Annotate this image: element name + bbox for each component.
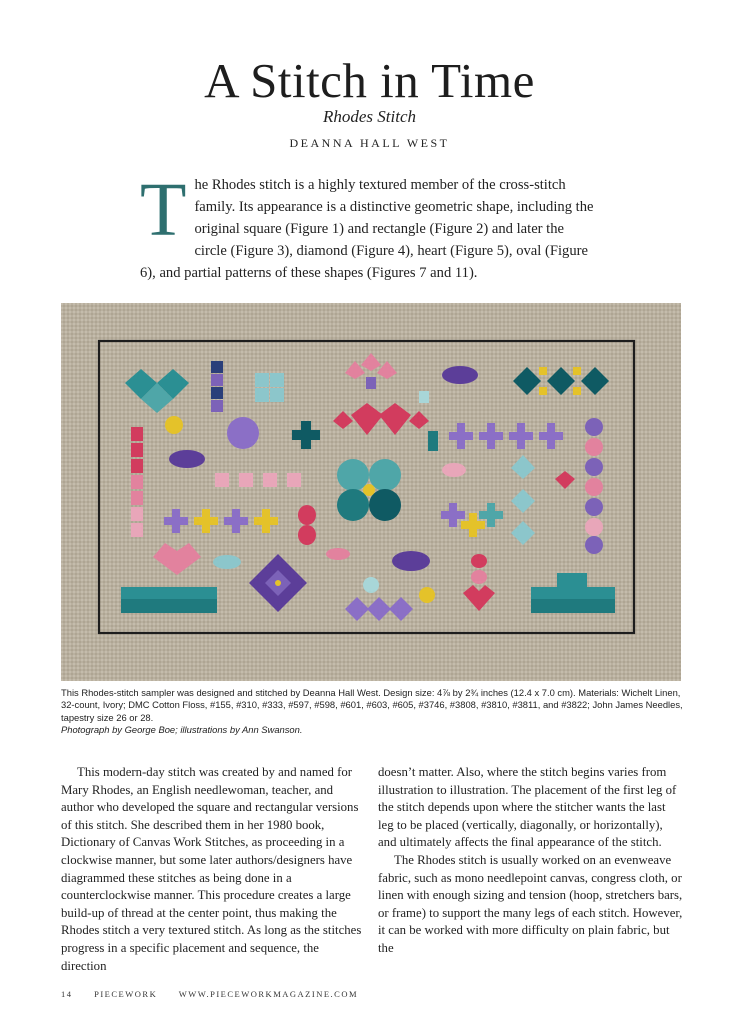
purple-oval-center xyxy=(392,551,430,571)
yellow-small-circle xyxy=(419,587,435,603)
intro-text: he Rhodes stitch is a highly textured member of the cross-stitch family. Its appearance is a distinctive geometric shape, including the original square (Figure 1) and rectangle (Figure 2) and later the circle (Figure 3), diamond (Figure 4), heart (Figure 5), oval (Figure 6), and partial patterns of these shapes (Figures 7 and 11). xyxy=(140,177,594,281)
yellow-circle xyxy=(165,416,183,434)
page-footer xyxy=(61,989,376,999)
purple-partial-motif-bottom xyxy=(345,597,413,621)
purple-circle xyxy=(227,417,259,449)
article-title: A Stitch in Time xyxy=(204,53,535,108)
article-subtitle: Rhodes Stitch xyxy=(322,107,416,126)
intro-paragraph xyxy=(140,168,597,284)
red-pink-vertical-bar xyxy=(131,427,143,537)
teal-block-bottom-left xyxy=(121,587,217,613)
aqua-small-circle xyxy=(363,577,379,593)
photo-credit: Photograph by George Boe; illustrations by Ann Swanson. xyxy=(61,723,303,735)
drop-cap: T xyxy=(140,168,187,252)
sampler-photo xyxy=(61,303,681,681)
aqua-partial-motif xyxy=(511,455,535,545)
body-column-right xyxy=(378,764,683,958)
author-byline: DEANNA HALL WEST xyxy=(289,136,450,150)
magazine-website: WWW.PIECEWORKMAGAZINE.COM xyxy=(178,989,359,999)
teal-small-bar xyxy=(428,431,438,451)
body-column-left xyxy=(61,764,366,975)
caption-text: This Rhodes-stitch sampler was designed and stitched by Deanna Hall West. Design size: 4⅞ by 2¾ inches (12.4 x 7.0 cm). Materials: Wichelt Linen, 32-count, Ivory; DMC Cotton Floss, #155, #310, #333, #597, #598, #601, #603, #605, #3746, #3808, #3810, #3811, and #3822; John James Needles, tapestry size 26 or 28. xyxy=(61,687,683,723)
pink-small-oval xyxy=(442,463,466,477)
page-number: 14 xyxy=(61,989,73,999)
photo-caption xyxy=(61,687,683,736)
body-paragraph: doesn’t matter. Also, where the stitch begins varies from illustration to illustration. The placement of the first leg of the stitch depends upon where the stitcher wants the last leg to be placed (vertically, diagonally, or horizontally), and ultimately affects the final appearance of the stitch. xyxy=(378,765,677,850)
aqua-small-square xyxy=(419,391,429,403)
pink-oval-center xyxy=(326,548,350,560)
body-paragraph: This modern-day stitch was created by and named for Mary Rhodes, an English needlewoman, teacher, and author who developed the square and rectangular versions of this stitch. She described them in her 1980 book, Dictionary of Canvas Work Stitches, as proceeding in a clockwise manner, but some later authors/designers have diagrammed these stitches as being done in a counterclockwise manner. This procedure creates a large build-up of thread at the center point, thus making the Rhodes stitch a very textured stitch. As long as the stitches progress in a specific placement and sequence, the direction xyxy=(61,765,362,973)
magazine-name: PIECEWORK xyxy=(94,989,158,999)
purple-oval xyxy=(442,366,478,384)
aqua-oval xyxy=(213,555,241,569)
purple-oval-left xyxy=(169,450,205,468)
body-paragraph: The Rhodes stitch is usually worked on an evenweave fabric, such as mono needlepoint canvas, congress cloth, or linen with enough sizing and tension (hoop, stretchers bars, or frame) to support the many legs of each stitch. However, it can be worked with more difficulty on plain fabric, but the xyxy=(378,852,683,955)
teal-diamond-row xyxy=(513,367,609,395)
